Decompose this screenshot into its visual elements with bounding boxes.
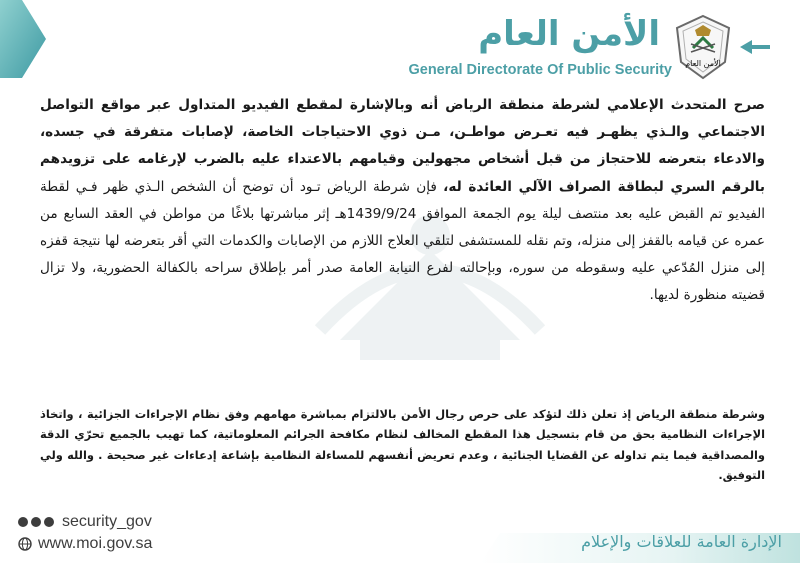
- department-name: الإدارة العامة للعلاقات والإعلام: [581, 532, 782, 551]
- header-title-arabic: الأمن العام: [478, 14, 660, 54]
- globe-icon: [18, 537, 32, 551]
- website-link[interactable]: www.moi.gov.sa: [38, 535, 153, 552]
- public-security-emblem-icon: [673, 14, 733, 80]
- instagram-icon[interactable]: [18, 517, 28, 527]
- twitter-icon[interactable]: [31, 517, 41, 527]
- emblem-label: الأمن العام: [685, 59, 721, 68]
- statement-lead-text: صرح المتحدث الإعلامي لشرطة منطقة الرياض أنه وبالإشارة لمقطع الفيديو المتداول عبر مواقع التواصل الاجتماعي والـذي يظهـر فيه تعـرض مواطـن، مـن ذوي الاحتياجات الخاصة، لإصابات متفرقة في جسده، والادعاء بتعرضه للاحتجاز من قبل أشخاص مجهولين وقيامهم بالاعتداء عليه بالضرب لإرغامه على تزويدهم بالرقم السري لبطاقة الصراف الآلي العائدة له،: [40, 97, 766, 195]
- statement-closing-paragraph: وشرطة منطقة الرياض إذ تعلن ذلك لتؤكد على حرص رجال الأمن بالالتزام بمباشرة مهامهم وفق نظام الإجراءات الجزائية ، واتخاذ الإجراءات النظامية بحق من قام بتسجيل هذا المقطع المخالف لنظام مكافحة الجرائم المعلوماتية، كما تهيب بالجميع تحرّي الدقة والمصداقية فيما يتم تداوله عن القضايا الجنائية ، وعدم تعريض أنفسهم للمساءلة النظامية بإشاعة إدعاءات غير صحيحة . والله ولي التوفيق.: [40, 407, 765, 483]
- header-title-english: General Directorate Of Public Security: [408, 62, 672, 78]
- social-icons: [18, 517, 54, 527]
- website-block: [18, 535, 152, 553]
- statement-body-text: فإن شرطة الرياض تـود أن توضح أن الشخص الـذي ظهر فـي لقطة الفيديو تم القبض عليه بعد منتصف ليلة يوم الجمعة الموافق 1439/9/24هـ إثر مباشرتها بلاغًا من مواطن في العقد السابع من عمره عن قيامه بالقفز إلى منزله، وتم نقله للمستشفى لتلقي العلاج اللازم من الإصابات والكدمات التي أقر بتعرضه لها نتيجة قفزه إلى منزل المُدّعي عليه وسقوطه من سوره، وبإحالته لفرع النيابة العامة صدر أمر بإطلاق سراحه بالكفالة الحضورية، ولا تزال قضيته منظورة لديها.: [40, 178, 765, 304]
- header-arrow-icon: [738, 36, 772, 58]
- statement-main-paragraph: [40, 92, 765, 310]
- social-handle-block: [18, 513, 152, 531]
- youtube-icon[interactable]: [44, 517, 54, 527]
- social-handle[interactable]: security_gov: [62, 513, 152, 530]
- decorative-arrow-icon: [0, 0, 46, 78]
